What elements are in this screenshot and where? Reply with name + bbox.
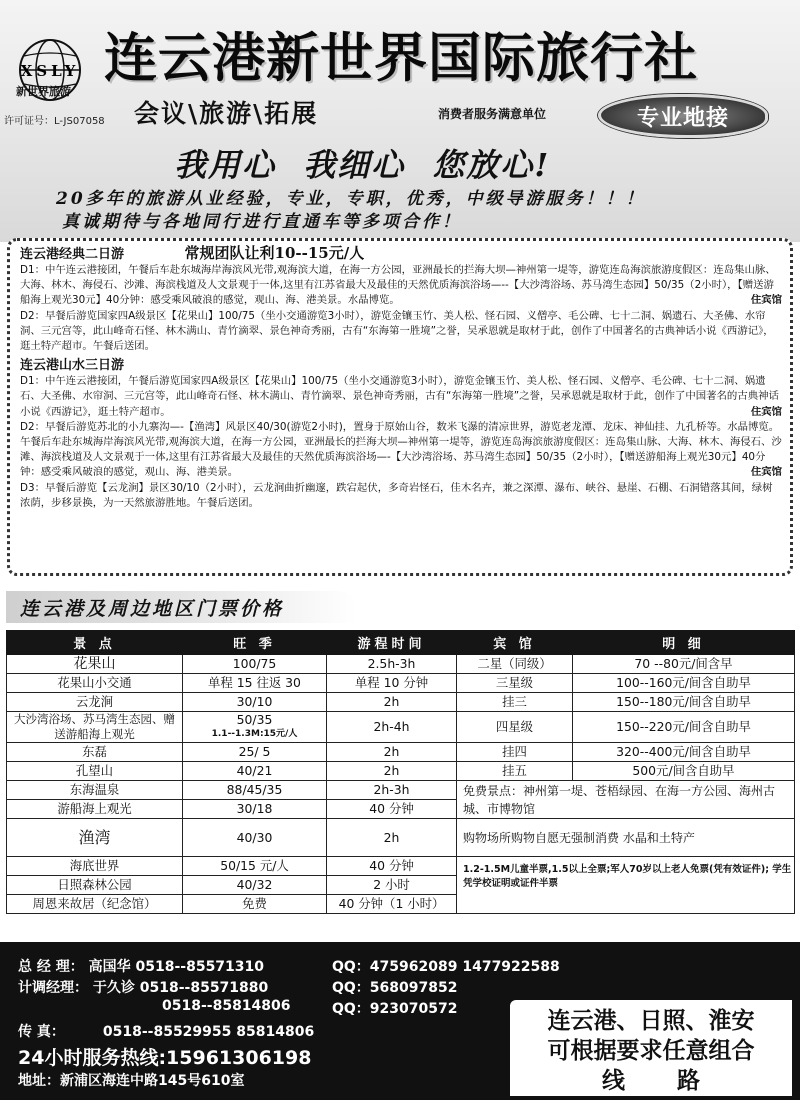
manager-label: 总 经 理：	[18, 959, 84, 975]
tour-time: 2h-4h	[327, 712, 457, 743]
table-row	[7, 693, 795, 712]
table-row	[7, 743, 795, 762]
hotel-detail: 320--400元/间含自助早	[573, 743, 795, 762]
tour-1-title: 连云港经典二日游	[20, 247, 125, 262]
peak-price-cell	[183, 712, 327, 743]
peak-price: 40/21	[183, 762, 327, 781]
day-text: 早餐后游览国家四A级景区【花果山】100/75（坐小交通游览3小时），游览金镶玉竹、美人松、怪石园、义僧亭、毛公碑、七十二洞、娲遗石、大圣佛、水帘洞、三元宫等，此山峰奇石怪、林木满山、青竹滴翠、景色神奇秀丽，古有“东海第一胜境”之誉，吴承恩就是取材于此，创作了中国著名的古典神话小说《西游记》，逛土特产超市。午餐后送团。	[20, 309, 774, 353]
hotel-detail: 70 --80元/间含早	[573, 655, 795, 674]
services-line: 会议\旅游\拓展	[134, 99, 319, 128]
header-hotel: 宾 馆	[457, 631, 573, 655]
header-detail: 明 细	[573, 631, 795, 655]
tour-time: 2h	[327, 762, 457, 781]
table-row	[7, 819, 795, 857]
header-time: 游程时间	[327, 631, 457, 655]
tour-1-day-2	[20, 309, 782, 355]
header-peak: 旺 季	[183, 631, 327, 655]
spot-name: 孔望山	[7, 762, 183, 781]
spot-name: 游船海上观光	[7, 800, 183, 819]
route-combination-box	[510, 1000, 792, 1096]
tour-2-title: 连云港山水三日游	[20, 358, 125, 374]
peak-price: 40/30	[183, 819, 327, 857]
tour-2-day-3	[20, 481, 782, 511]
peak-price: 免费	[183, 895, 327, 914]
tour-title-row	[20, 245, 782, 263]
peak-price: 30/10	[183, 693, 327, 712]
shopping-note: 购物场所购物自愿无强制消费 水晶和土特产	[457, 819, 795, 857]
day-text: 中午连云港接团，午餐后游览国家四A级景区【花果山】100/75（坐小交通游览3小时），游览金镶玉竹、美人松、怪石园、义僧亭、毛公碑、七十二洞、娲遗石、大圣佛、水帘洞、三元宫等，此山峰奇石怪、林木满山、青竹滴翠、景色神奇秀丽，古有“东海第一胜境”之誉，吴承恩就是取材于此，创作了中国著名的古典神话小说《西游记》，逛土特产超市。	[20, 375, 779, 418]
tour-time: 2h-3h	[327, 781, 457, 800]
peak-price: 50/15 元/人	[183, 857, 327, 876]
fax-number: 0518--85529955 85814806	[102, 1024, 315, 1040]
hotel-detail: 150--180元/间含自助早	[573, 693, 795, 712]
planner-contact	[18, 977, 268, 997]
slogan: 我用心 我细心 您放心!	[174, 146, 551, 184]
spot-name: 大沙湾浴场、苏马湾生态园、赠送游船海上观光	[7, 712, 183, 743]
route-line-3: 线路	[602, 1068, 752, 1094]
day-text: 早餐后游览苏北的小九寨沟—-【渔湾】风景区40/30(游览2小时)，置身于原始山谷，数米飞瀑的清凉世界，游览老龙潭、龙床、神仙挂、九孔桥等。水晶博览。午餐后车赴东城海岸海滨风光带,观海滨大道，在海一方公园，亚洲最长的拦海大坝—神州第一堤等，游览连岛海滨旅游度假区：连岛集山脉、大海、林木、海侵石、沙滩、海滨栈道及人文景观于一体,这里有江苏省最大及最佳的天然优质海滨浴场—-【大沙湾浴场、苏马湾生态园】50/35（2小时），【赠送游船海上观光30元】40分钟：感受乘风破浪的感觉，观山、海、港美景。	[20, 420, 782, 479]
hotel-note: 住宾馆	[750, 405, 782, 418]
tour-1-price: 常规团队让利10--15元/人	[184, 244, 365, 262]
hotel-level: 挂四	[457, 743, 573, 762]
peak-price: 50/35	[236, 712, 273, 727]
peak-price: 25/ 5	[183, 743, 327, 762]
ticket-price-table	[6, 630, 795, 914]
ticket-section-heading: 连云港及周边地区门票价格	[6, 591, 356, 623]
table-row	[7, 781, 795, 800]
day-label: D2：	[20, 420, 46, 433]
office-address: 地址：新浦区海连中路145号610室	[18, 1073, 245, 1089]
peak-price: 40/32	[183, 876, 327, 895]
spot-name: 海底世界	[7, 857, 183, 876]
table-row	[7, 762, 795, 781]
peak-price-note: 1.1--1.3M:15元/人	[211, 729, 298, 739]
table-header-row	[7, 631, 795, 655]
logo-letters: XSLY	[20, 62, 80, 80]
day-text: 中午连云港接团，午餐后车赴东城海岸海滨风光带,观海滨大道，在海一方公园，亚洲最长的拦海大坝—神州第一堤等，游览连岛海滨旅游度假区：连岛集山脉、大海、林木、海侵石、沙滩、海滨栈道及人文景观于一体,这里有江苏省最大及最佳的天然优质海滨浴场—--【大沙湾浴场、苏马湾生态园】50/35（2小时），【赠送游船海上观光30元】40分钟：感受乘风破浪的感觉，观山、海、港美景。水晶博览。	[20, 264, 776, 307]
hotel-level: 四星级	[457, 712, 573, 743]
table-row	[7, 655, 795, 674]
day-text: 早餐后游览【云龙涧】景区30/10（2小时），云龙涧曲折幽邃，跌宕起伏，多奇岩怪石，佳木名卉，兼之深潭、瀑布、峡谷、悬崖、石棚、石洞错落其间，绿树浓荫，步移景换，为一天然旅游胜地。午餐后送团。	[20, 481, 773, 509]
day-label: D2：	[20, 309, 46, 322]
table-row	[7, 712, 795, 743]
satisfaction-label: 消费者服务满意单位	[438, 107, 547, 121]
tour-time: 单程 10 分钟	[327, 674, 457, 693]
spot-name: 东海温泉	[7, 781, 183, 800]
service-hotline: 24小时服务热线:15961306198	[18, 1047, 312, 1069]
planner-info: 于久诊 0518--85571880	[92, 980, 269, 996]
hotel-level: 挂三	[457, 693, 573, 712]
route-line-1: 连云港、日照、淮安	[547, 1008, 755, 1034]
spot-name: 东磊	[7, 743, 183, 762]
peak-price: 88/45/35	[183, 781, 327, 800]
peak-price: 单程 15 往返 30	[183, 674, 327, 693]
spot-name: 渔湾	[7, 819, 183, 857]
spot-name: 花果山小交通	[7, 674, 183, 693]
table-row	[7, 857, 795, 876]
company-name: 连云港新世界国际旅行社	[104, 28, 698, 89]
manager-info: 高国华 0518--85571310	[88, 959, 265, 975]
tour-time: 40 分钟（1 小时）	[327, 895, 457, 914]
peak-price: 30/18	[183, 800, 327, 819]
local-service-badge: 专业地接	[598, 94, 768, 138]
day-label: D1：	[20, 375, 46, 388]
tour-time: 40 分钟	[327, 857, 457, 876]
itinerary-box	[7, 238, 793, 576]
free-spots: 免费景点：神州第一堤、苍梧绿园、在海一方公园、海州古城、市博物馆	[457, 781, 795, 819]
hotel-note: 住宾馆	[750, 294, 782, 307]
spot-name: 日照森林公园	[7, 876, 183, 895]
spot-name: 周恩来故居（纪念馆）	[7, 895, 183, 914]
hotel-level: 挂五	[457, 762, 573, 781]
tour-2-day-1	[20, 374, 782, 420]
logo-name: 新世界旅游	[16, 85, 71, 98]
route-line-2: 可根据要求任意组合	[547, 1038, 755, 1064]
hotel-detail: 100--160元/间含自助早	[573, 674, 795, 693]
globe-logo-icon	[6, 38, 94, 118]
day-label: D1：	[20, 264, 46, 276]
hotel-level: 三星级	[457, 674, 573, 693]
hotel-detail: 500元/间含自助早	[573, 762, 795, 781]
day-label: D3：	[20, 481, 46, 494]
fax-contact	[18, 1021, 314, 1041]
tour-1-day-1	[20, 263, 782, 309]
hotel-note: 住宾馆	[750, 466, 782, 479]
tour-time: 2h	[327, 743, 457, 762]
tour-time: 2h	[327, 693, 457, 712]
hotel-level: 二星（同级）	[457, 655, 573, 674]
qq-1: QQ：475962089 1477922588	[332, 959, 560, 975]
tagline-cooperation: 真诚期待与各地同行进行直通车等多项合作！	[62, 212, 462, 232]
tour-time: 2.5h-3h	[327, 655, 457, 674]
tagline-experience: 20多年的旅游从业经验，专业，专职，优秀，中级导游服务！！！	[56, 189, 646, 209]
planner-phone-2: 0518--85814806	[162, 998, 291, 1014]
header-banner	[0, 0, 800, 242]
tour-time: 2h	[327, 819, 457, 857]
tour-time: 2 小时	[327, 876, 457, 895]
manager-contact	[18, 956, 264, 976]
fax-label: 传 真：	[18, 1024, 65, 1040]
tour-2-day-2	[20, 420, 782, 481]
planner-label: 计调经理：	[18, 980, 88, 996]
child-ticket-policy: 1.2-1.5M儿童半票,1.5以上全票;军人70岁以上老人免票(凭有效证件); 学生凭学校证明或证件半票	[457, 857, 795, 914]
header-spot: 景 点	[7, 631, 183, 655]
qq-3: QQ：923070572	[332, 1001, 458, 1017]
license-number: 许可证号：L-JS07058	[4, 116, 105, 127]
tour-time: 40 分钟	[327, 800, 457, 819]
peak-price: 100/75	[183, 655, 327, 674]
hotel-detail: 150--220元/间含自助早	[573, 712, 795, 743]
spot-name: 云龙涧	[7, 693, 183, 712]
qq-2: QQ：568097852	[332, 980, 458, 996]
spot-name: 花果山	[7, 655, 183, 674]
table-row	[7, 674, 795, 693]
